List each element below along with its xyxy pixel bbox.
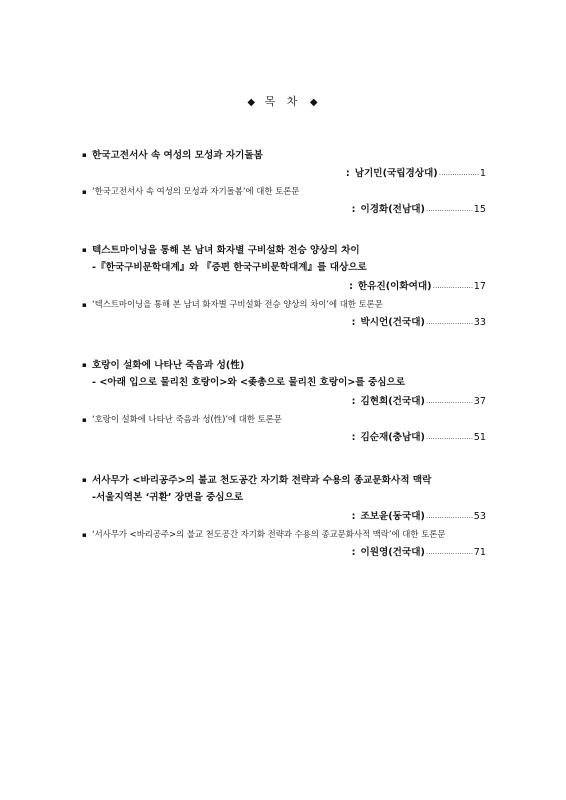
toc-entry-author-line: : 이경화(전남대)…………………15: [82, 200, 486, 218]
bullet-icon: ▪: [82, 530, 87, 539]
leader-dots: ………………: [438, 169, 479, 177]
toc-entry-author-line: : 조보윤(동국대)…………………53: [82, 507, 486, 525]
page-number: 37: [473, 396, 486, 407]
toc-entry-title[interactable]: ▪ ‘호랑이 설화에 나타난 죽음과 성(性)’에 대한 토론문: [82, 410, 486, 428]
toc-entry-author-line: : 남기민(국립경상대)………………1: [82, 164, 486, 182]
leader-dots: …………………: [425, 433, 473, 441]
leader-dots: …………………: [425, 205, 473, 213]
toc-entry-author-line: : 김순재(충남대)…………………51: [82, 428, 486, 446]
leader-dots: ………………: [432, 282, 473, 290]
author-name: 김순재(충남대): [360, 432, 425, 443]
toc-entry-title[interactable]: ▪ 호랑이 설화에 나타난 죽음과 성(性): [82, 356, 486, 374]
toc-entry-title[interactable]: ▪ ‘텍스트마이닝을 통해 본 남녀 화자별 구비설화 전승 양상의 차이’에 대한 토론문: [82, 295, 486, 313]
page-number: 53: [473, 511, 486, 522]
author-name: 조보윤(동국대): [360, 511, 425, 522]
page-number: 33: [473, 317, 486, 328]
page-number: 51: [473, 432, 486, 443]
author-name: 한유진(이화여대): [357, 281, 432, 292]
author-name: 이경화(전남대): [360, 204, 425, 215]
leader-dots: …………………: [425, 318, 473, 326]
page-number: 17: [473, 281, 486, 292]
toc-group-3: [82, 356, 486, 446]
page-number: 71: [473, 547, 486, 558]
toc-entry-title[interactable]: ▪ 서사무가 <바리공주>의 불교 천도공간 자기화 전략과 수용의 종교문화사적 맥락: [82, 471, 486, 489]
toc-group-2: [82, 241, 486, 331]
author-name: 남기민(국립경상대): [354, 168, 438, 179]
toc-entry-author-line: : 이원영(건국대)…………………71: [82, 543, 486, 561]
toc-entry-title[interactable]: ▪ 한국고전서사 속 여성의 모성과 자기돌봄: [82, 146, 486, 164]
leader-dots: …………………: [425, 512, 473, 520]
toc-title: 목 차: [264, 95, 302, 108]
toc-entry-author-line: : 김현희(건국대)…………………37: [82, 392, 486, 410]
leader-dots: …………………: [425, 548, 473, 556]
author-name: 김현희(건국대): [360, 396, 425, 407]
toc-group-1: [82, 146, 486, 218]
bullet-icon: ▪: [82, 415, 87, 424]
toc-entry-title[interactable]: ▪ ‘서사무가 <바리공주>의 불교 천도공간 자기화 전략과 수용의 종교문화사적 맥락’에 대한 토론문: [82, 525, 486, 543]
page-number: 1: [479, 168, 486, 179]
bullet-icon: ▪: [82, 151, 87, 159]
leader-dots: …………………: [425, 397, 473, 405]
bullet-icon: ▪: [82, 361, 87, 369]
toc-entry-subtitle: -『한국구비문학대계』와 『증편 한국구비문학대계』를 대상으로: [92, 262, 367, 273]
toc-entry-author-line: : 박시언(건국대)…………………33: [82, 313, 486, 331]
toc-group-4: [82, 471, 486, 561]
page-number: 15: [473, 204, 486, 215]
diamond-left-icon: ◆: [247, 97, 257, 108]
toc-entry-subtitle: - <아래 입으로 물리친 호랑이>와 <좆총으로 물리친 호랑이>를 중심으로: [92, 377, 406, 388]
diamond-right-icon: ◆: [309, 97, 319, 108]
author-name: 박시언(건국대): [360, 317, 425, 328]
bullet-icon: ▪: [82, 476, 87, 484]
bullet-icon: ▪: [82, 187, 87, 196]
bullet-icon: ▪: [82, 246, 87, 254]
author-name: 이원영(건국대): [360, 547, 425, 558]
toc-entry-subtitle: -서울지역본 ‘귀환’ 장면을 중심으로: [92, 492, 244, 503]
toc-entry-title[interactable]: ▪ ‘한국고전서사 속 여성의 모성과 자기돌봄’에 대한 토론문: [82, 182, 486, 200]
toc-entry-title[interactable]: ▪ 텍스트마이닝을 통해 본 남녀 화자별 구비설화 전승 양상의 차이: [82, 241, 486, 259]
bullet-icon: ▪: [82, 300, 87, 309]
toc-heading: [0, 93, 566, 109]
toc-entry-author-line: : 한유진(이화여대)………………17: [82, 277, 486, 295]
